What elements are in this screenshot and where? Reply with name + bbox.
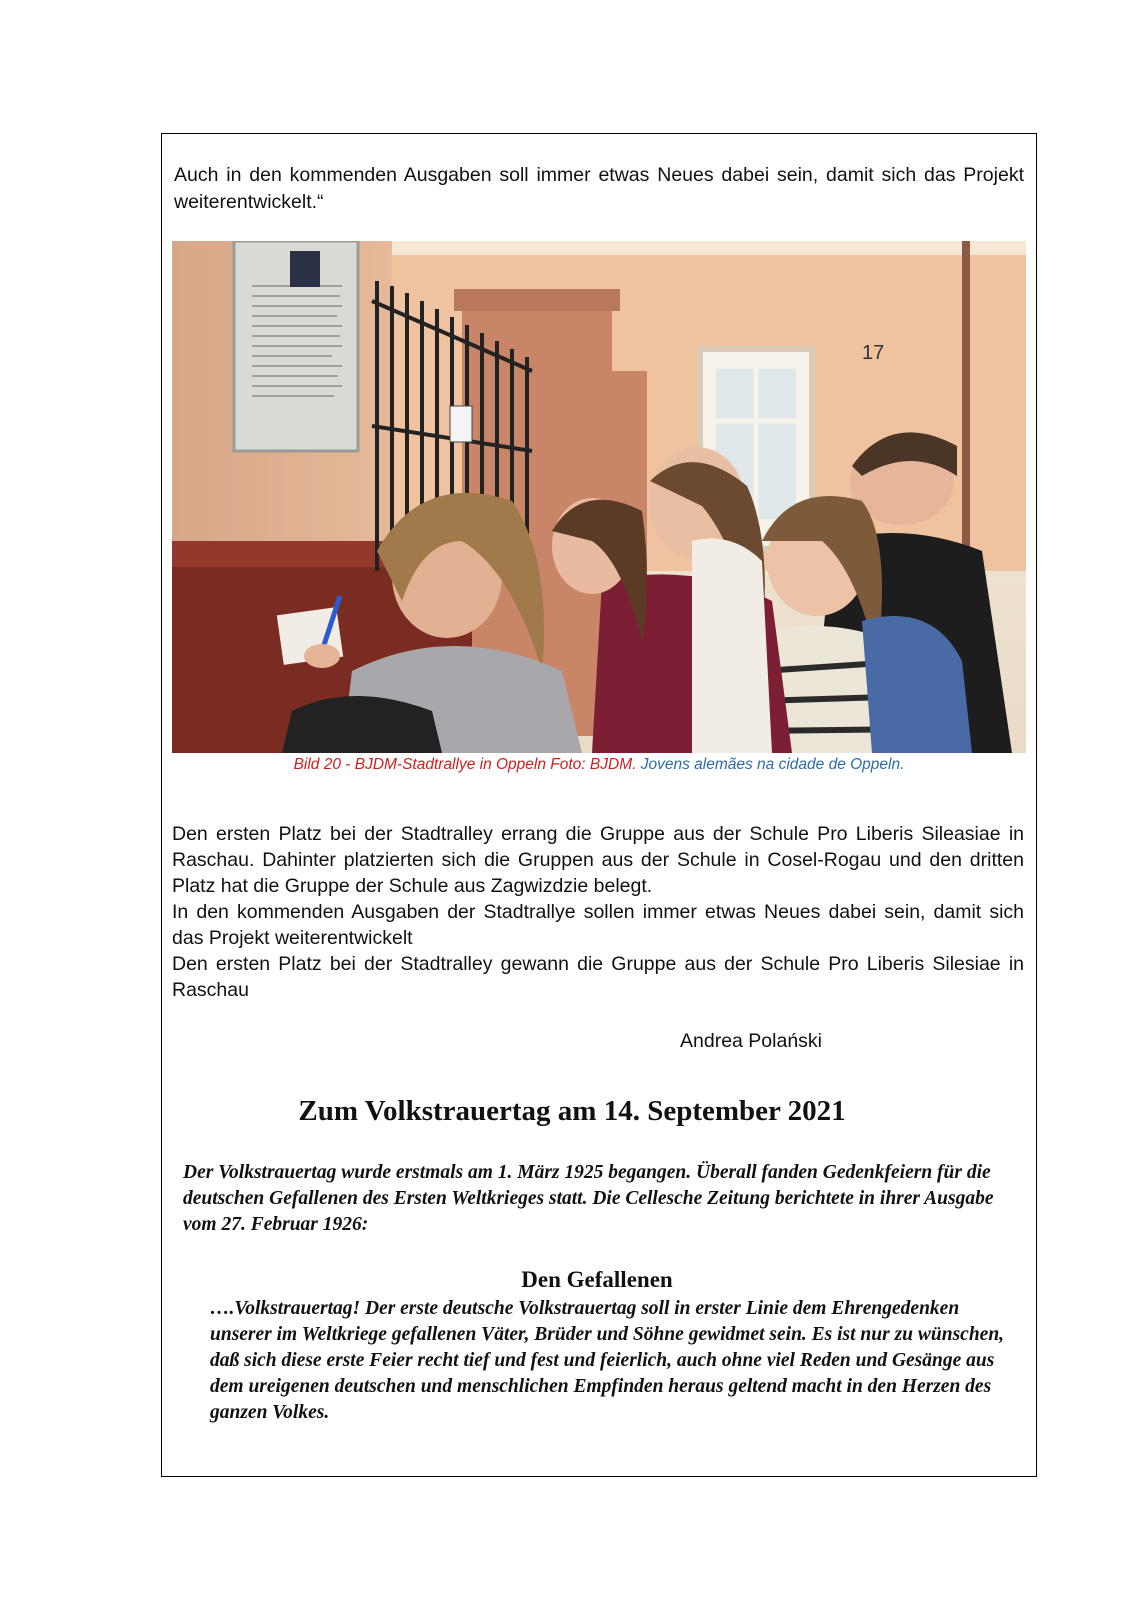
- intro-paragraph: Auch in den kommenden Ausgaben soll immer etwas Neues dabei sein, damit sich das Projekt weiterentwickelt.“: [174, 164, 1024, 213]
- memorial-intro: Der Volkstrauertag wurde erstmals am 1. März 1925 begangen. Überall fanden Gedenkfeiern für die deutschen Gefallenen des Ersten Weltkrieges statt. Die Cellesche Zeitung berichtete in ihrer Ausgabe vom 27. Februar 1926:: [183, 1162, 994, 1235]
- memorial-heading: Zum Volkstrauertag am 14. September 2021: [298, 1095, 846, 1127]
- caption-credit: Bild 20 - BJDM-Stadtrallye in Oppeln Foto: BJDM.: [293, 756, 637, 773]
- article-author: Andrea Polański: [680, 1030, 823, 1052]
- article-paragraph: In den kommenden Ausgaben der Stadtrallye sollen immer etwas Neues dabei sein, damit sich das Projekt weiterentwickelt: [172, 901, 1024, 949]
- group-photo: [172, 241, 1026, 753]
- caption-translation: Jovens alemães na cidade de Oppeln.: [640, 756, 905, 773]
- house-number: 17: [862, 342, 885, 364]
- article-paragraph: Den ersten Platz bei der Stadtralley errang die Gruppe aus der Schule Pro Liberis Sileasiae in Raschau. Dahinter platzierten sich die Gruppen aus der Schule in Cosel-Rogau und den dritten Platz hat die Gruppe der Schule aus Zagwizdzie belegt.: [172, 823, 1024, 897]
- memorial-quote: [183, 1296, 1018, 1426]
- memorial-subheading: Den Gefallenen: [521, 1267, 673, 1292]
- photo-illustration: [172, 241, 1026, 753]
- photo-caption: [172, 756, 1026, 774]
- article-body: [172, 821, 1024, 1003]
- article-paragraph: Den ersten Platz bei der Stadtralley gewann die Gruppe aus der Schule Pro Liberis Silesiae in Raschau: [172, 953, 1024, 1001]
- quote-text: ….Volkstrauertag! Der erste deutsche Volkstrauertag soll in erster Linie dem Ehrengedenken unserer im Weltkriege gefallenen Väter, Brüder und Söhne gewidmet sein. Es ist nur zu wünschen, daß sich diese erste Feier recht tief und fest und feierlich, auch ohne viel Reden und Gesänge aus dem ureigenen deutschen und menschlichen Empfinden heraus geltend macht in den Herzen des ganzen Volkes.: [210, 1298, 1005, 1423]
